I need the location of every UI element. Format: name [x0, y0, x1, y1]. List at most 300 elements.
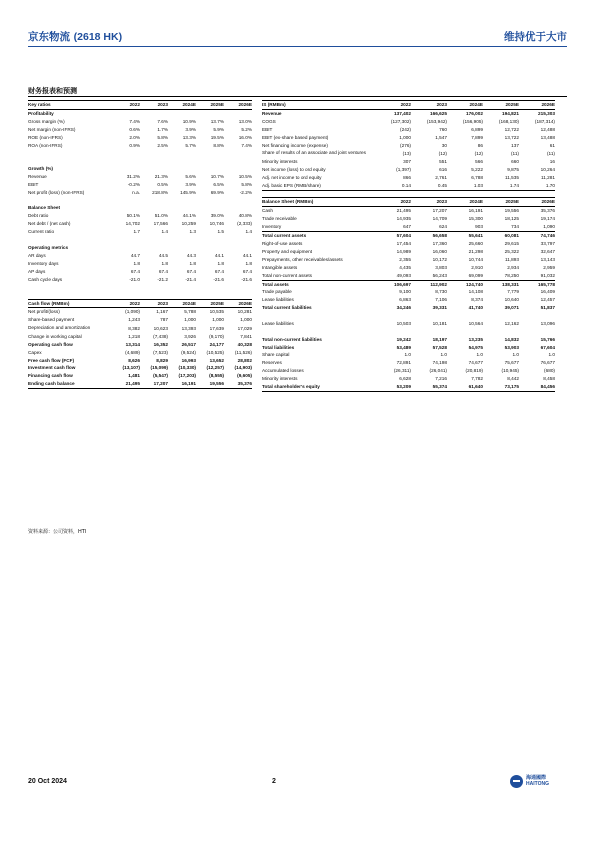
logo-text-cn: 海通國際 — [526, 775, 547, 781]
value-cell: 7,841 — [240, 333, 252, 339]
value-cell: 0.9% — [129, 142, 140, 148]
value-cell: 17,639 — [209, 325, 224, 331]
value-cell: 67.4 — [130, 268, 140, 274]
value-cell: 25,322 — [504, 248, 519, 254]
year-header: 2023 — [140, 299, 168, 308]
row-label: Cash flow (RMBm) — [28, 299, 112, 308]
row-label: IS (RMBm) — [262, 101, 375, 110]
year-header: 2024E — [447, 101, 483, 110]
value-cell: 13,393 — [181, 325, 196, 331]
value-cell: 0.6% — [129, 126, 140, 132]
value-cell: 12,162 — [504, 320, 519, 326]
table-header-row — [262, 101, 555, 110]
value-cell: 17,566 — [153, 221, 168, 227]
table-row — [28, 324, 252, 333]
value-cell: 307 — [403, 159, 411, 165]
value-cell: (9,170) — [209, 333, 224, 339]
table-row — [28, 333, 252, 341]
row-label: Profitability — [28, 110, 54, 116]
value-cell: 2.0% — [129, 134, 140, 140]
value-cell: 0.45 — [411, 182, 447, 190]
value-cell: 760 — [439, 126, 447, 132]
value-cell: 14,832 — [504, 336, 519, 342]
value-cell: (153,942) — [426, 118, 447, 124]
value-cell: (20,819) — [465, 368, 483, 374]
value-cell: 91,032 — [519, 272, 555, 280]
value-cell: 5.8% — [157, 134, 168, 140]
value-cell: (11,526) — [234, 349, 252, 355]
year-header: 2022 — [112, 299, 140, 308]
value-cell: 124,740 — [466, 281, 483, 287]
table-header-row — [262, 198, 555, 207]
table-row — [28, 252, 252, 260]
spacer-row — [28, 197, 252, 205]
footer-date: 20 Oct 2024 — [28, 778, 67, 785]
value-cell: 10,535 — [209, 309, 224, 315]
value-cell: 14,108 — [468, 289, 483, 295]
value-cell: 218.8% — [152, 189, 168, 195]
spacer-cell — [28, 197, 252, 205]
row-label: Key ratios — [28, 101, 112, 110]
spacer-row — [262, 328, 555, 336]
value-cell: (168,130) — [498, 118, 519, 124]
year-header: 2024E — [168, 299, 196, 308]
table-row — [28, 228, 252, 236]
row-label: Lease liabilities — [262, 320, 294, 326]
value-cell: 13,143 — [540, 256, 555, 262]
value-cell: 1,481 — [128, 373, 140, 379]
value-cell: 55,641 — [468, 233, 483, 239]
value-cell: 6,628 — [399, 376, 411, 382]
value-cell: 40,328 — [237, 341, 252, 347]
year-header: 2025E — [483, 198, 519, 207]
value-cell: 1,000 — [184, 317, 196, 323]
row-label: Prepayments, other receivables/assets — [262, 256, 343, 262]
value-cell: (17,203) — [178, 373, 196, 379]
value-cell: (127,302) — [390, 118, 411, 124]
year-header: 2022 — [375, 101, 411, 110]
value-cell: 866 — [403, 174, 411, 180]
value-cell: -21.6 — [241, 276, 252, 282]
value-cell: 8,458 — [543, 376, 555, 382]
value-cell: 17,454 — [396, 240, 411, 246]
table-row — [262, 383, 555, 391]
value-cell — [196, 165, 224, 173]
value-cell: 21,298 — [468, 248, 483, 254]
row-label: Net income (loss) to ord equity — [262, 166, 326, 172]
value-cell: 69.9% — [210, 189, 224, 195]
value-cell: 15,300 — [468, 216, 483, 222]
value-cell: 2.5% — [157, 142, 168, 148]
row-label: Cash cycle days — [28, 276, 63, 282]
table-row — [28, 189, 252, 197]
value-cell: 40.8% — [238, 213, 252, 219]
value-cell: 13,652 — [209, 357, 224, 363]
row-label: Intangible assets — [262, 264, 298, 270]
table-row — [28, 165, 252, 173]
value-cell: 67,604 — [540, 344, 555, 350]
table-row — [262, 134, 555, 142]
value-cell: 17,207 — [432, 208, 447, 214]
table-row — [262, 215, 555, 223]
source-note: 资料来源：公司资料，HTI — [28, 529, 87, 535]
value-cell: (12) — [438, 150, 447, 156]
row-label: Total current assets — [262, 233, 307, 239]
table-row — [262, 367, 555, 375]
row-label: Balance Sheet — [28, 205, 61, 211]
row-label: Property and equipment — [262, 248, 313, 254]
value-cell: 1,218 — [128, 333, 140, 339]
value-cell: 19,242 — [396, 336, 411, 342]
value-cell — [224, 244, 252, 252]
value-cell: 1.03 — [447, 182, 483, 190]
value-cell: 34,246 — [396, 305, 411, 311]
table-row — [262, 288, 555, 296]
value-cell: (680) — [544, 368, 555, 374]
value-cell: 29,615 — [504, 240, 519, 246]
value-cell: 56,243 — [411, 272, 447, 280]
value-cell — [140, 109, 168, 117]
table-row — [28, 173, 252, 181]
value-cell: 74,746 — [540, 233, 555, 239]
value-cell: 49,093 — [375, 272, 411, 280]
table-row — [262, 296, 555, 304]
value-cell: 8.8% — [213, 142, 224, 148]
value-cell: 1.70 — [519, 182, 555, 190]
row-label: Lease liabilities — [262, 297, 294, 303]
row-label: Minority interests — [262, 376, 298, 382]
value-cell: 11,281 — [541, 174, 555, 180]
spacer-cell — [28, 149, 252, 157]
value-cell: -21.4 — [185, 276, 196, 282]
row-label: Current ratio — [28, 229, 55, 235]
value-cell — [140, 204, 168, 212]
spacer-cell — [28, 236, 252, 244]
row-label: EBIT — [262, 126, 273, 132]
value-cell: 1,000 — [212, 317, 224, 323]
row-label: Net profit (loss) (non-IFRS) — [28, 189, 85, 195]
value-cell: 0.5% — [157, 181, 168, 187]
value-cell: 14,935 — [396, 216, 411, 222]
value-cell — [112, 244, 140, 252]
value-cell: 67.4 — [242, 268, 252, 274]
value-cell: 13,722 — [504, 134, 519, 140]
left-financial-column — [28, 100, 252, 389]
value-cell: 14,989 — [396, 248, 411, 254]
value-cell: (4,689) — [125, 349, 140, 355]
value-cell: 17,360 — [432, 240, 447, 246]
row-label: Total current liabilities — [262, 305, 312, 311]
row-label: Revenue — [28, 173, 47, 179]
table-row — [262, 109, 555, 117]
year-header: 2026E — [224, 101, 252, 110]
value-cell: 9,100 — [399, 289, 411, 295]
table-row — [28, 276, 252, 284]
spacer-row — [262, 312, 555, 320]
value-cell: 1.5 — [217, 229, 224, 235]
row-label: Share-based payment — [28, 317, 75, 323]
value-cell: 8,626 — [128, 357, 140, 363]
value-cell: 76,677 — [540, 360, 555, 366]
value-cell: 21,495 — [396, 208, 411, 214]
value-cell: 1,547 — [435, 134, 447, 140]
value-cell: 16,409 — [540, 289, 555, 295]
value-cell: 53,489 — [396, 344, 411, 350]
value-cell: 734 — [483, 223, 519, 231]
table-row — [262, 344, 555, 352]
value-cell: 8,442 — [507, 376, 519, 382]
row-label: Debt ratio — [28, 213, 49, 219]
value-cell: 16,191 — [168, 380, 196, 388]
row-label: COGS — [262, 118, 276, 124]
value-cell: 53,209 — [375, 383, 411, 391]
value-cell: 61,640 — [447, 383, 483, 391]
row-label: Total assets — [262, 281, 289, 287]
value-cell: 13,314 — [125, 341, 140, 347]
value-cell: -0.2% — [127, 181, 140, 187]
table-row — [262, 336, 555, 344]
ticker: (2618 HK) — [73, 31, 123, 43]
value-cell: 7,782 — [471, 376, 483, 382]
value-cell: 35,376 — [540, 208, 555, 214]
row-label: Growth (%) — [28, 166, 53, 172]
table-row — [28, 212, 252, 220]
value-cell: 14,709 — [432, 216, 447, 222]
value-cell: 16,191 — [468, 208, 483, 214]
table-row — [28, 372, 252, 380]
row-label: Share capital — [262, 352, 290, 358]
value-cell: (156,905) — [462, 118, 483, 124]
value-cell: 1,243 — [128, 317, 140, 323]
value-cell — [224, 165, 252, 173]
value-cell: (10,945) — [501, 368, 519, 374]
value-cell: 10,503 — [396, 320, 411, 326]
row-label: Total liabilities — [262, 344, 295, 350]
value-cell: 55,374 — [411, 383, 447, 391]
row-label: EBIT (ex-share based payment) — [262, 134, 329, 140]
table-row — [262, 166, 555, 174]
value-cell: 1.0 — [512, 352, 519, 358]
value-cell: 7.4% — [241, 142, 252, 148]
page-number: 2 — [272, 778, 276, 785]
table-row — [262, 142, 555, 150]
value-cell: 1.0 — [476, 352, 483, 358]
value-cell — [224, 109, 252, 117]
value-cell: 12,457 — [540, 297, 555, 303]
value-cell: 12,722 — [504, 126, 519, 132]
value-cell — [168, 244, 196, 252]
value-cell: 44.1 — [214, 252, 224, 258]
row-label: Free cash flow (FCF) — [28, 357, 75, 363]
table-row — [262, 351, 555, 359]
value-cell: 10.9% — [182, 118, 196, 124]
value-cell: 11,535 — [505, 174, 519, 180]
value-cell: 5,788 — [184, 309, 196, 315]
value-cell: 10,281 — [237, 309, 252, 315]
value-cell: 13.7% — [210, 118, 224, 124]
logo-mark-icon — [510, 775, 523, 788]
value-cell: 44.1% — [182, 213, 196, 219]
table-row — [262, 223, 555, 231]
value-cell: n.a. — [132, 189, 140, 195]
table-row — [28, 380, 252, 388]
spacer-cell — [262, 312, 555, 320]
value-cell: (10,525) — [206, 349, 224, 355]
value-cell — [168, 165, 196, 173]
row-label: Depreciation and amortization — [28, 325, 91, 331]
table-row — [28, 316, 252, 324]
value-cell: 60,081 — [504, 233, 519, 239]
table-row — [262, 304, 555, 312]
value-cell: 15,766 — [540, 336, 555, 342]
value-cell — [112, 204, 140, 212]
value-cell: (1,090) — [125, 309, 140, 315]
value-cell: (8,555) — [209, 373, 224, 379]
logo-text-en: HAITONG — [526, 781, 549, 787]
value-cell: 137,402 — [394, 110, 411, 116]
value-cell: 165,778 — [538, 281, 555, 287]
value-cell: 44.5 — [158, 252, 168, 258]
value-cell: 1.0 — [440, 352, 447, 358]
value-cell — [168, 204, 196, 212]
value-cell: (12) — [474, 150, 483, 156]
value-cell: 84,456 — [519, 383, 555, 391]
value-cell: 13.3% — [182, 134, 196, 140]
row-label: EBIT — [28, 181, 39, 187]
value-cell: 10,172 — [432, 256, 447, 262]
row-label: Trade payable — [262, 289, 292, 295]
row-label: Adj. net income to ord equity — [262, 174, 322, 180]
table-row — [28, 341, 252, 349]
value-cell: 566 — [475, 159, 483, 165]
value-cell: 8,730 — [435, 289, 447, 295]
table-row — [28, 204, 252, 212]
row-label: Investment cash flow — [28, 365, 76, 371]
year-header: 2025E — [196, 299, 224, 308]
value-cell: (1,397) — [396, 166, 411, 172]
table-row — [262, 248, 555, 256]
value-cell: 78,250 — [483, 272, 519, 280]
table-row — [262, 126, 555, 134]
value-cell: 8,374 — [471, 297, 483, 303]
value-cell: 11,893 — [505, 256, 519, 262]
value-cell — [196, 109, 224, 117]
table-row — [28, 126, 252, 134]
value-cell: 44.1 — [242, 252, 252, 258]
value-cell — [140, 244, 168, 252]
table-row — [262, 118, 555, 126]
value-cell: 10,746 — [209, 221, 224, 227]
value-cell: 16,352 — [153, 341, 168, 347]
value-cell: (9,605) — [237, 373, 252, 379]
value-cell: (11) — [511, 150, 519, 156]
value-cell: 166,625 — [430, 110, 447, 116]
value-cell — [112, 109, 140, 117]
year-header: 2023 — [411, 198, 447, 207]
value-cell: (7,438) — [153, 333, 168, 339]
table-row — [262, 158, 555, 166]
value-cell: 31.2% — [126, 173, 140, 179]
value-cell: 10,744 — [468, 256, 483, 262]
value-cell: 7,106 — [435, 297, 447, 303]
row-label: Revenue — [262, 110, 282, 116]
row-label: Gross margin (%) — [28, 118, 65, 124]
year-header: 2026E — [519, 198, 555, 207]
value-cell — [112, 165, 140, 173]
value-cell: 1.8 — [161, 260, 168, 266]
value-cell: 1.3 — [189, 229, 196, 235]
value-cell: 30 — [441, 142, 447, 148]
value-cell: (7,523) — [153, 349, 168, 355]
spacer-row — [262, 190, 555, 198]
value-cell — [224, 204, 252, 212]
rating-label: 维持优于大市 — [504, 31, 567, 43]
spacer-row — [28, 149, 252, 157]
value-cell: -2.2% — [239, 189, 252, 195]
value-cell: 1.8 — [245, 260, 252, 266]
value-cell: (2,333) — [237, 221, 252, 227]
row-label: Ending cash balance — [28, 380, 112, 388]
value-cell: 1.8 — [133, 260, 140, 266]
value-cell: 9,875 — [507, 166, 519, 172]
value-cell: (9,524) — [181, 349, 196, 355]
spacer-cell — [262, 190, 555, 198]
row-label: Net profit/(loss) — [28, 309, 60, 315]
spacer-row — [28, 157, 252, 165]
value-cell — [196, 204, 224, 212]
value-cell: (26,041) — [429, 368, 447, 374]
spacer-cell — [28, 291, 252, 299]
row-label: Right-of-use assets — [262, 240, 303, 246]
value-cell: 5,222 — [471, 166, 483, 172]
value-cell: 106,697 — [394, 281, 411, 287]
row-label: Operating cash flow — [28, 341, 73, 347]
value-cell: 19.5% — [210, 134, 224, 140]
row-label: Inventory days — [28, 260, 59, 266]
year-header: 2024E — [447, 198, 483, 207]
spacer-cell — [28, 283, 252, 291]
value-cell: (14,903) — [234, 365, 252, 371]
value-cell: 551 — [439, 159, 447, 165]
table-row — [262, 375, 555, 383]
table-row — [28, 244, 252, 252]
value-cell: 69,099 — [447, 272, 483, 280]
value-cell: 5.9% — [213, 126, 224, 132]
table-row — [262, 149, 555, 158]
value-cell: 44.3 — [186, 252, 196, 258]
year-header: 2023 — [411, 101, 447, 110]
value-cell: 10,264 — [540, 166, 555, 172]
value-cell: 616 — [439, 166, 447, 172]
value-cell: 61 — [549, 142, 555, 148]
table-row — [28, 134, 252, 142]
value-cell: 903 — [447, 223, 483, 231]
value-cell — [140, 165, 168, 173]
value-cell: 19,556 — [196, 380, 224, 388]
table-row — [28, 220, 252, 228]
left-financial-table — [28, 100, 252, 389]
value-cell: (187,314) — [534, 118, 555, 124]
value-cell: 145.9% — [180, 189, 196, 195]
value-cell: 56,658 — [432, 233, 447, 239]
value-cell: 32,647 — [540, 248, 555, 254]
value-cell: 51.0% — [154, 213, 168, 219]
value-cell: (12,257) — [206, 365, 224, 371]
value-cell: 33,797 — [540, 240, 555, 246]
value-cell: 1.0 — [404, 352, 411, 358]
value-cell: 8,829 — [156, 357, 168, 363]
value-cell: 86 — [477, 142, 483, 148]
